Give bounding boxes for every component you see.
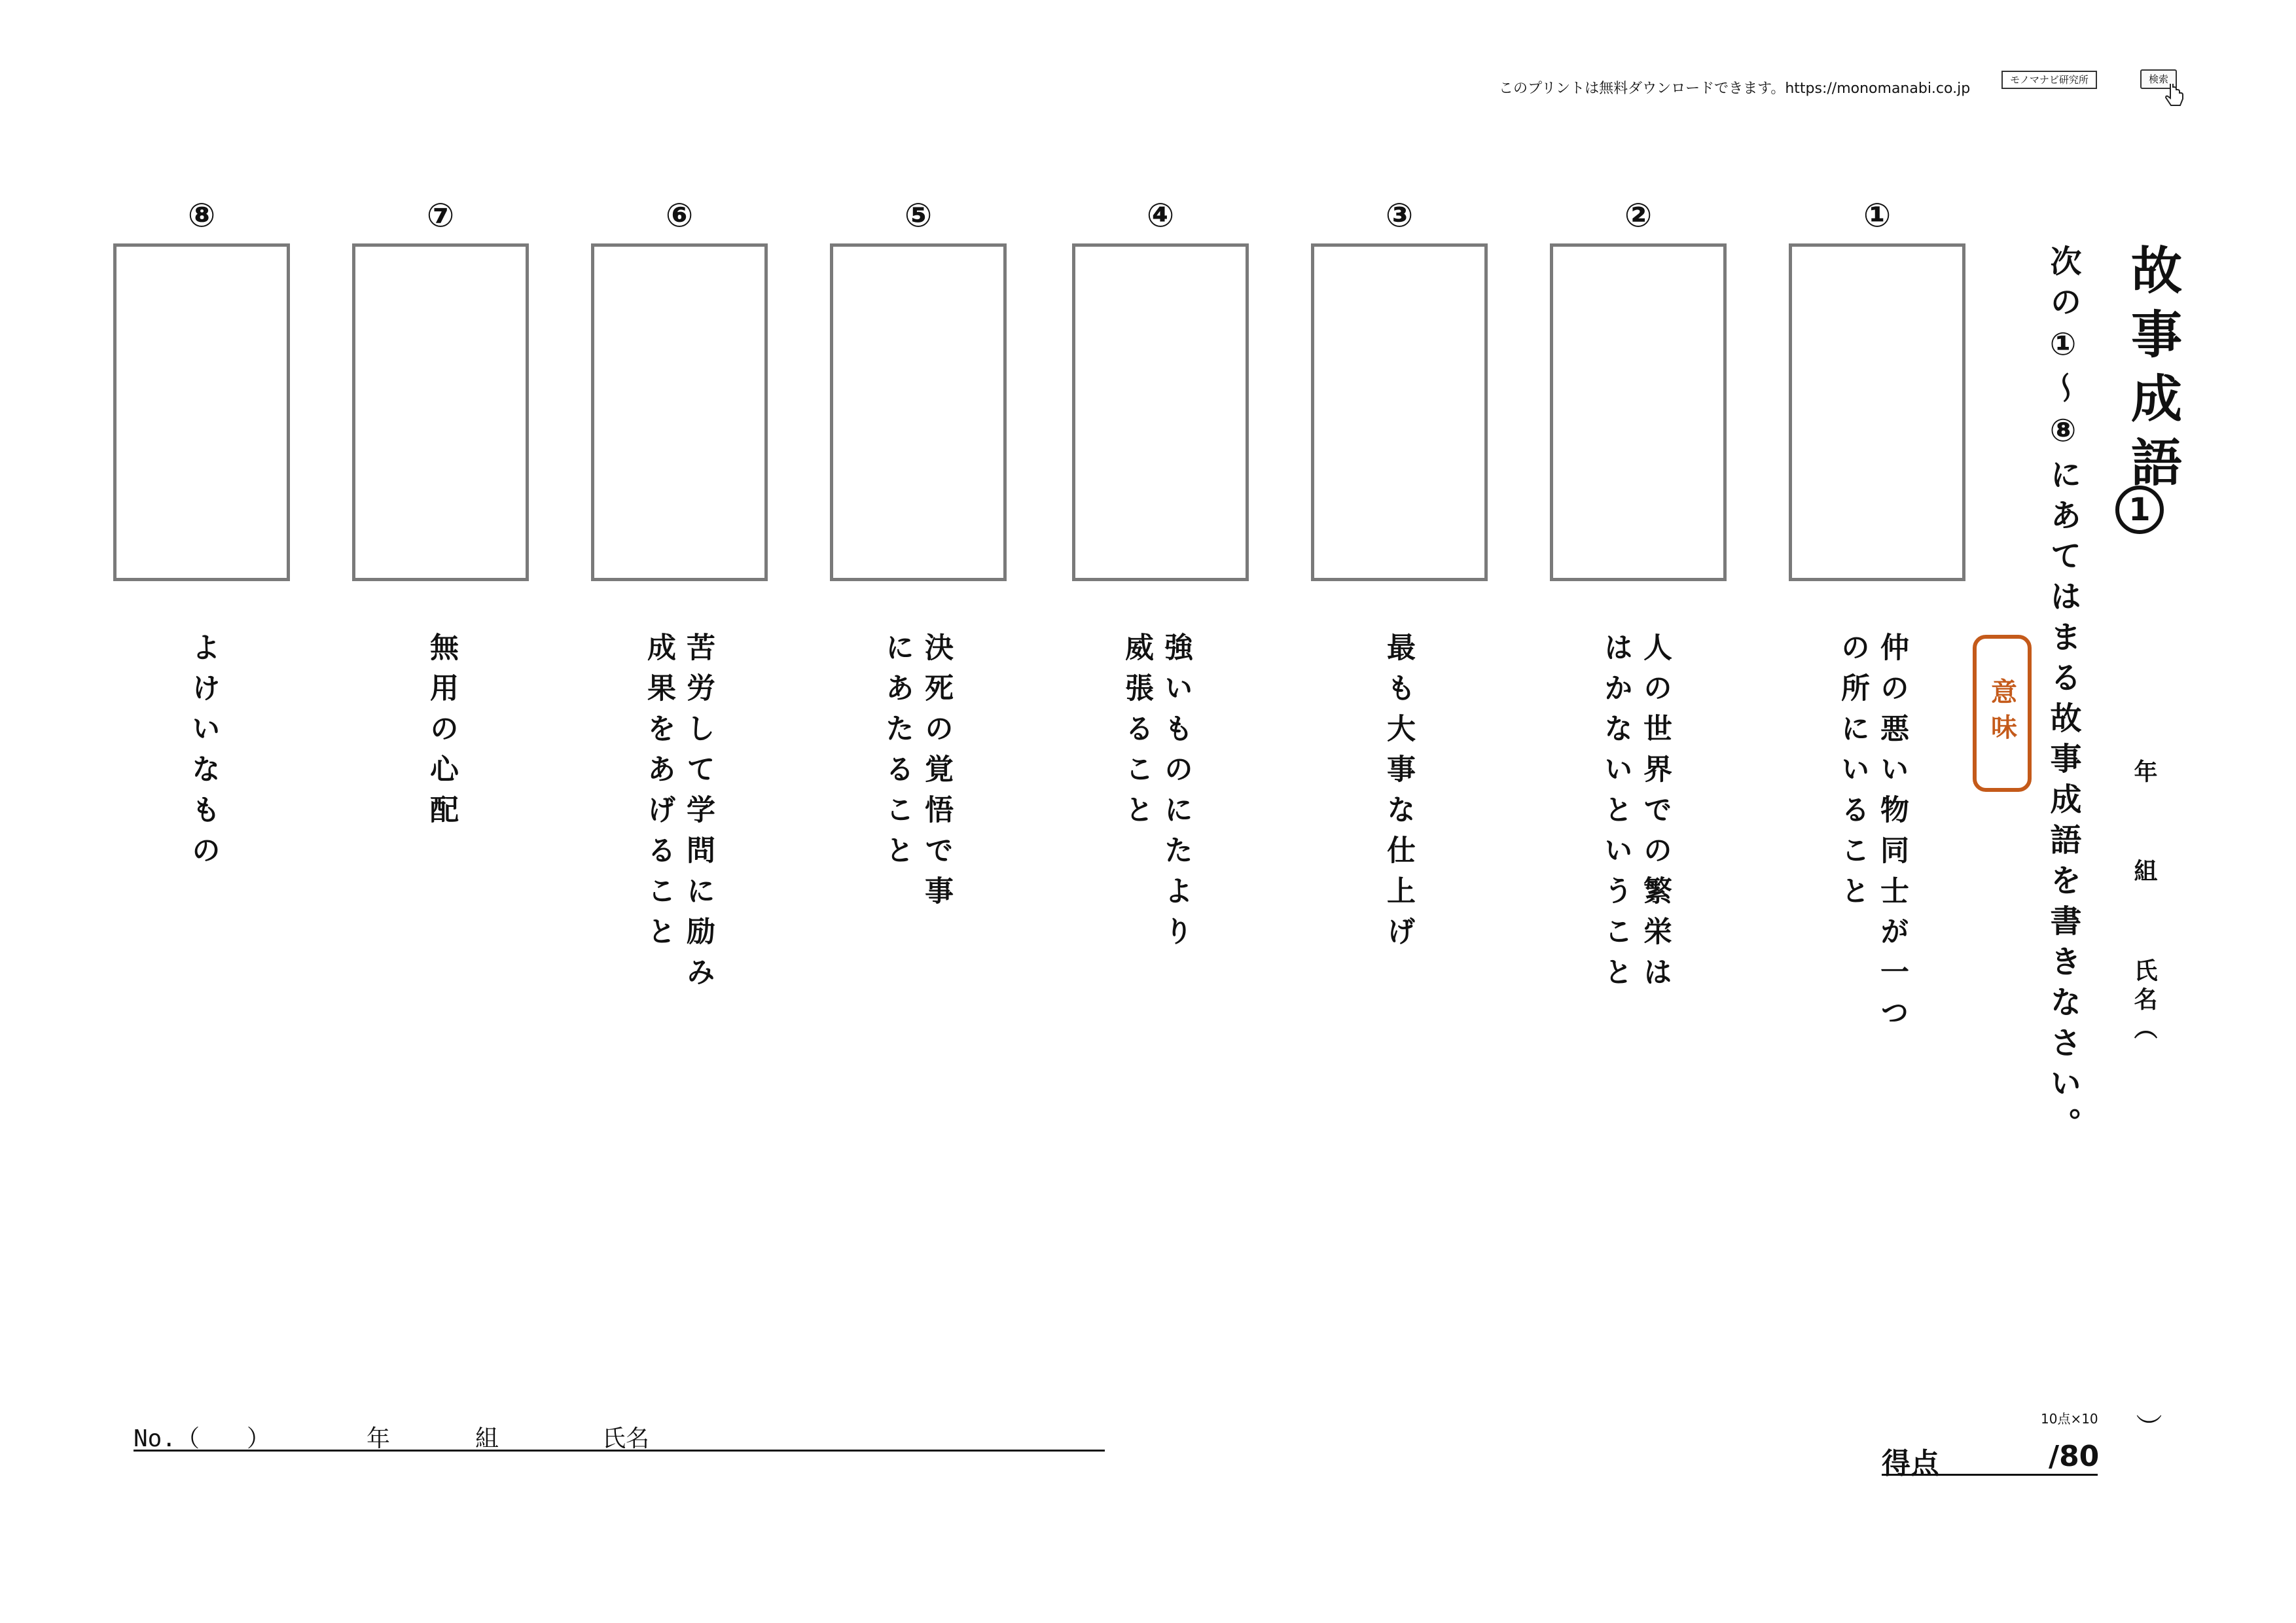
answer-box[interactable] xyxy=(113,243,290,581)
download-notice: このプリントは無料ダウンロードできます。https://monomanabi.co.jp xyxy=(1499,80,1971,97)
page-title: 故事成語 xyxy=(2123,243,2181,500)
question-number: ④ xyxy=(1146,196,1175,234)
name-close-paren: ） xyxy=(2132,1414,2162,1440)
question-number: ① xyxy=(1863,196,1892,234)
number-field-label: No.（ ） xyxy=(134,1425,271,1452)
search-button: 検索 xyxy=(2140,69,2177,89)
answer-box[interactable] xyxy=(1550,243,1727,581)
question-number: ③ xyxy=(1385,196,1414,234)
footer-grade-label: 年 xyxy=(367,1425,391,1452)
question-meaning: 無用の心配 xyxy=(425,632,458,835)
class-label: 組 xyxy=(2130,859,2157,882)
score-label: 得点 xyxy=(1882,1447,1939,1480)
answer-box[interactable] xyxy=(1311,243,1488,581)
answer-box[interactable] xyxy=(830,243,1007,581)
question-meaning: 決死の覚悟で事にあたること xyxy=(880,632,953,916)
title-number-badge: 1 xyxy=(2115,486,2164,534)
points-note: 10点×10 xyxy=(2041,1411,2098,1427)
score-max: /80 xyxy=(2049,1440,2100,1473)
name-label: 氏名（ xyxy=(2130,958,2157,1044)
answer-box[interactable] xyxy=(1789,243,1965,581)
answer-box[interactable] xyxy=(591,243,768,581)
question-number: ⑥ xyxy=(665,196,694,234)
name-underline[interactable] xyxy=(134,1450,1105,1452)
hand-cursor-icon xyxy=(2164,84,2186,109)
question-meaning: 人の世界での繁栄ははかないということ xyxy=(1599,632,1672,997)
score-underline[interactable] xyxy=(1882,1474,2098,1476)
footer-name-label: 氏名 xyxy=(602,1425,650,1452)
question-number: ⑧ xyxy=(187,196,216,234)
question-number: ② xyxy=(1624,196,1653,234)
grade-label: 年 xyxy=(2130,759,2157,783)
footer-class-label: 組 xyxy=(475,1425,499,1452)
instruction-text: 次の①～⑧にあてはまる故事成語を書きなさい。 xyxy=(2045,245,2081,1148)
question-number: ⑦ xyxy=(426,196,455,234)
meaning-badge: 意味 xyxy=(1973,635,2032,792)
question-meaning: 苦労して学問に励み成果をあげること xyxy=(642,632,715,997)
question-meaning: 最も大事な仕上げ xyxy=(1382,632,1415,957)
answer-box[interactable] xyxy=(352,243,529,581)
question-meaning: 仲の悪い物同士が一つの所にいること xyxy=(1836,632,1909,1038)
brand-search-box: モノマナビ研究所 xyxy=(2001,71,2097,89)
answer-box[interactable] xyxy=(1072,243,1249,581)
question-number: ⑤ xyxy=(904,196,933,234)
question-meaning: 強いものにたより威張ること xyxy=(1120,632,1193,957)
question-meaning: よけいなもの xyxy=(187,632,220,876)
